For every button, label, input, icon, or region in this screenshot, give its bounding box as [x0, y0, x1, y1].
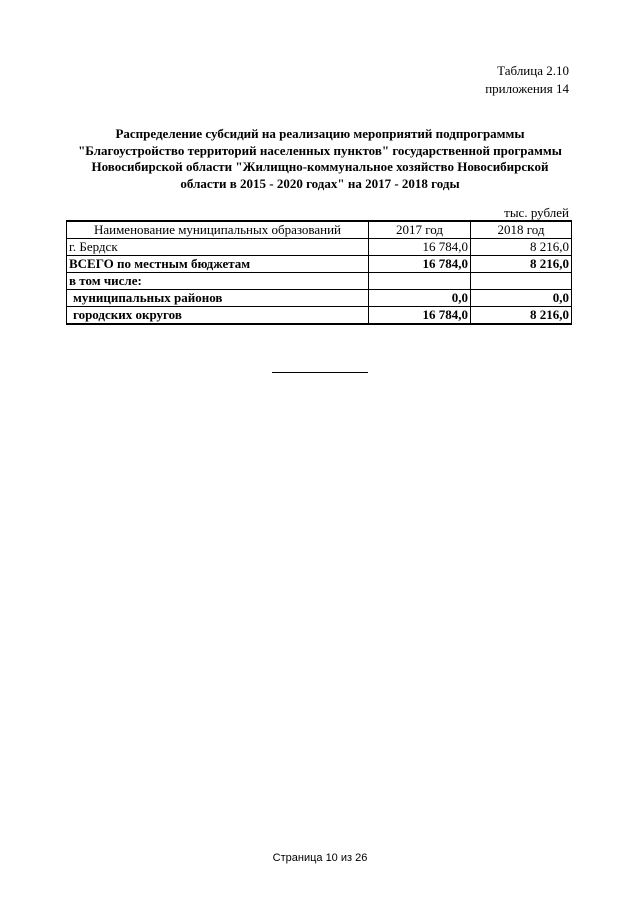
- title-line-1: Распределение субсидий на реализацию мероприятий подпрограммы: [115, 126, 525, 141]
- row-name: ВСЕГО по местным бюджетам: [67, 256, 369, 273]
- column-header-2017: 2017 год: [369, 221, 471, 239]
- row-name: городских округов: [67, 307, 369, 325]
- table-row: [67, 239, 572, 256]
- page-number: Страница 10 из 26: [272, 852, 368, 864]
- subsidy-table: [66, 220, 572, 325]
- appendix-number: приложения 14: [485, 81, 569, 96]
- row-value-2018: 8 216,0: [471, 307, 572, 325]
- document-title: [70, 126, 570, 192]
- row-value-2018: 8 216,0: [471, 239, 572, 256]
- row-value-2018: [471, 273, 572, 290]
- row-value-2017: [369, 273, 471, 290]
- row-value-2017: 16 784,0: [369, 239, 471, 256]
- row-value-2017: 16 784,0: [369, 307, 471, 325]
- row-value-2017: 16 784,0: [369, 256, 471, 273]
- table-row-including: [67, 273, 572, 290]
- table-header-row: [67, 221, 572, 239]
- table-row-districts: [67, 290, 572, 307]
- row-name: в том числе:: [67, 273, 369, 290]
- title-line-2: "Благоустройство территорий населенных пунктов" государственной программы: [78, 142, 562, 158]
- title-line-4: области в 2015 - 2020 годах" на 2017 - 2018 годы: [180, 175, 460, 191]
- row-value-2017: 0,0: [369, 290, 471, 307]
- separator-line: [272, 372, 368, 373]
- table-reference: [485, 62, 569, 98]
- row-value-2018: 8 216,0: [471, 256, 572, 273]
- column-header-2018: 2018 год: [471, 221, 572, 239]
- column-header-name: Наименование муниципальных образований: [67, 221, 369, 239]
- row-value-2018: 0,0: [471, 290, 572, 307]
- table-number: Таблица 2.10: [497, 63, 569, 78]
- title-line-3: Новосибирской области "Жилищно-коммунальное хозяйство Новосибирской: [91, 159, 549, 174]
- table-row-total: [67, 256, 572, 273]
- row-name: г. Бердск: [67, 239, 369, 256]
- units-label: тыс. рублей: [504, 205, 569, 220]
- table-row-city-districts: [67, 307, 572, 325]
- row-name: муниципальных районов: [67, 290, 369, 307]
